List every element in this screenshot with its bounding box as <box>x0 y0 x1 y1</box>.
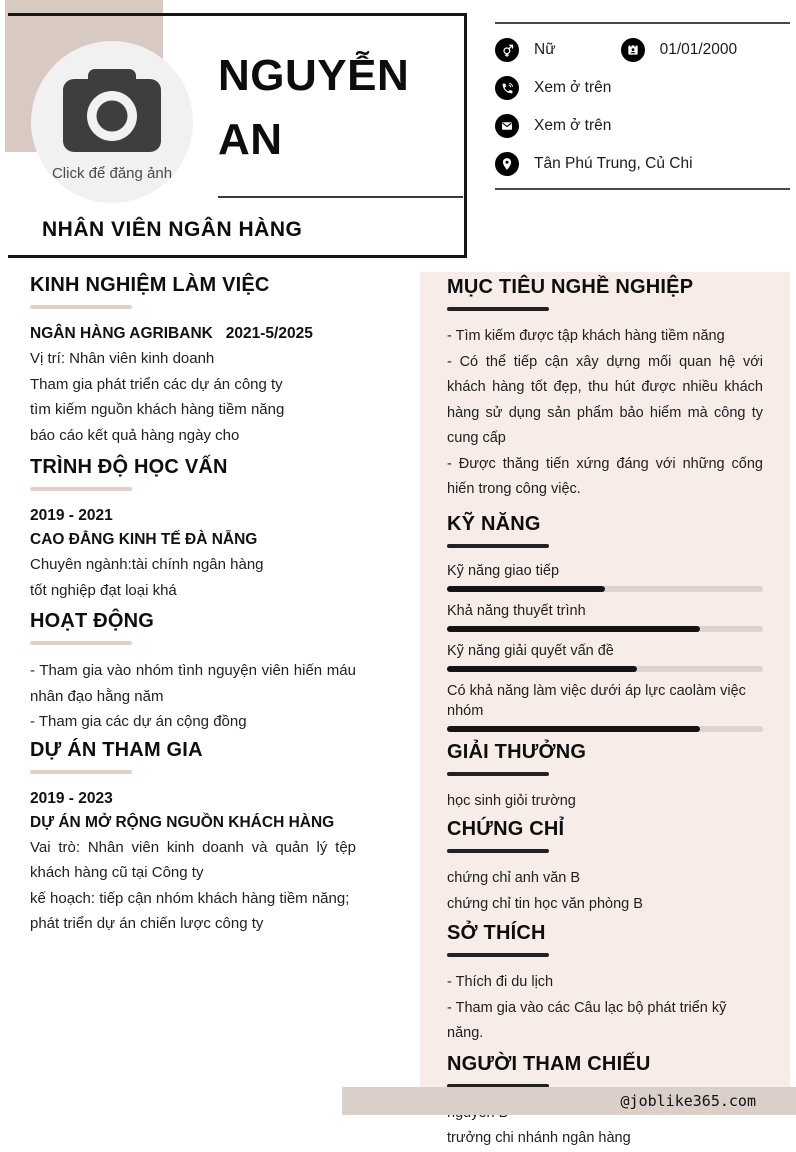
section-hobbies <box>447 922 763 1047</box>
section-underline <box>447 307 549 311</box>
section-objective <box>447 276 763 503</box>
section-underline <box>447 953 549 957</box>
skill-label: Khả năng thuyết trình <box>447 602 586 619</box>
hobby-item: - Tham gia vào các Câu lạc bộ phát triển kỹ năng. <box>447 999 727 1041</box>
experience-period: 2021-5/2025 <box>225 325 313 342</box>
experience-employer: NGÂN HÀNG AGRIBANK <box>30 325 213 342</box>
photo-upload-label[interactable]: Click để đăng ảnh <box>51 165 173 182</box>
section-underline <box>447 849 549 853</box>
candidate-name-line1: NGUYỄN <box>218 51 410 100</box>
section-title-references: NGƯỜI THAM CHIẾU <box>447 1052 651 1075</box>
candidate-name <box>218 44 463 172</box>
candidate-name-line2: AN <box>218 115 283 164</box>
experience-employer-period <box>30 322 356 346</box>
contact-row-email <box>495 114 790 138</box>
section-title-education: TRÌNH ĐỘ HỌC VẤN <box>30 456 228 478</box>
skill-bar-fill <box>447 726 700 732</box>
section-title-experience: KINH NGHIỆM LÀM VIỆC <box>30 274 270 296</box>
contact-row-phone <box>495 76 790 100</box>
skill-label: Kỹ năng giải quyết vấn đề <box>447 642 614 659</box>
skill-row <box>447 681 763 732</box>
location-icon <box>495 152 519 176</box>
experience-line: Vị trí: Nhân viên kinh doanh <box>30 350 215 367</box>
photo-upload-button[interactable] <box>31 41 193 203</box>
section-title-skills: KỸ NĂNG <box>447 512 541 535</box>
project-line: kế hoạch: tiếp cận nhóm khách hàng tiềm năng; <box>30 889 350 907</box>
section-title-hobbies: SỞ THÍCH <box>447 922 546 944</box>
certificate-item: chứng chỉ anh văn B <box>447 870 581 886</box>
skill-row <box>447 601 763 632</box>
section-underline <box>30 641 132 645</box>
skill-row <box>447 641 763 672</box>
skill-row <box>447 561 763 592</box>
education-period: 2019 - 2021 <box>30 507 113 524</box>
section-awards <box>447 741 763 815</box>
education-line: Chuyên ngành:tài chính ngân hàng <box>30 556 264 573</box>
skill-label: Kỹ năng giao tiếp <box>447 562 560 579</box>
award-item: học sinh giỏi trường <box>447 792 576 809</box>
birthday-value: 01/01/2000 <box>659 41 738 58</box>
left-column <box>30 274 356 937</box>
section-underline <box>447 772 549 776</box>
email-icon <box>495 114 519 138</box>
gender-icon <box>495 38 519 62</box>
address-value: Tân Phú Trung, Củ Chi <box>534 155 693 172</box>
education-school: CAO ĐẲNG KINH TẾ ĐÀ NẴNG <box>30 531 258 548</box>
name-divider <box>218 196 463 198</box>
skill-bar-fill <box>447 586 605 592</box>
section-skills <box>447 513 763 732</box>
skill-bar-track <box>447 586 763 592</box>
section-title-activities: HOẠT ĐỘNG <box>30 610 155 632</box>
section-underline <box>447 544 549 548</box>
skill-bar-fill <box>447 666 637 672</box>
activity-item: - Tham gia vào nhóm tình nguyện viên hiến máu nhân đạo hằng năm <box>30 662 356 705</box>
job-title: NHÂN VIÊN NGÂN HÀNG <box>42 218 303 241</box>
watermark-text: @joblike365.com <box>620 1092 756 1110</box>
section-activities <box>30 610 356 735</box>
section-title-projects: DỰ ÁN THAM GIA <box>30 738 203 761</box>
section-underline <box>30 770 132 774</box>
contact-row-address <box>495 152 790 176</box>
skill-bar-track <box>447 666 763 672</box>
email-value: Xem ở trên <box>534 117 612 134</box>
phone-value: Xem ở trên <box>534 79 612 96</box>
skill-bar-fill <box>447 626 700 632</box>
birthday-icon <box>621 38 645 62</box>
section-title-certificates: CHỨNG CHỈ <box>447 818 565 840</box>
skill-label: Có khả năng làm việc dưới áp lực caolàm việc nhóm <box>447 682 746 719</box>
hobby-item: - Thích đi du lịch <box>447 974 554 990</box>
objective-item: - Tìm kiếm được tập khách hàng tiềm năng <box>447 328 725 344</box>
experience-line: tìm kiếm nguồn khách hàng tiềm năng <box>30 401 285 418</box>
project-line: phát triển dự án chiến lược công ty <box>30 915 264 932</box>
objective-item: - Có thể tiếp cận xây dựng mối quan hệ với khách hàng tốt đẹp, thu hút được nhiều khách hàng sử dụng sản phẩm bảo hiểm mà công ty cung cấp <box>447 353 763 446</box>
project-role: Vai trò: Nhân viên kinh doanh và quản lý tệp khách hàng cũ tại Công ty <box>30 838 356 881</box>
experience-line: Tham gia phát triển các dự án công ty <box>30 375 283 393</box>
section-title-objective: MỤC TIÊU NGHỀ NGHIỆP <box>447 276 694 298</box>
project-period: 2019 - 2023 <box>30 789 113 807</box>
section-underline <box>30 305 132 309</box>
contact-divider-bottom <box>495 188 790 190</box>
objective-item: - Được thăng tiến xứng đáng với những cống hiến trong công việc. <box>447 455 763 497</box>
contact-row-gender-birthday <box>495 38 790 62</box>
camera-icon <box>50 63 174 163</box>
right-column <box>447 276 763 1152</box>
activity-item: - Tham gia các dự án cộng đồng <box>30 713 247 730</box>
section-certificates <box>447 818 763 917</box>
certificate-item: chứng chỉ tin học văn phòng B <box>447 895 643 912</box>
skill-bar-track <box>447 726 763 732</box>
gender-value: Nữ <box>534 41 556 58</box>
section-title-awards: GIẢI THƯỞNG <box>447 740 587 763</box>
section-education <box>30 456 356 603</box>
phone-icon <box>495 76 519 100</box>
footer-bar <box>342 1087 796 1115</box>
project-name: DỰ ÁN MỞ RỘNG NGUỒN KHÁCH HÀNG <box>30 813 335 831</box>
skill-bar-track <box>447 626 763 632</box>
experience-line: báo cáo kết quả hàng ngày cho <box>30 426 240 444</box>
section-projects <box>30 739 356 937</box>
education-line: tốt nghiệp đạt loại khá <box>30 581 177 599</box>
reference-item: trưởng chi nhánh ngân hàng <box>447 1130 631 1146</box>
section-underline <box>30 487 132 491</box>
section-experience <box>30 274 356 448</box>
contact-block <box>495 22 790 190</box>
